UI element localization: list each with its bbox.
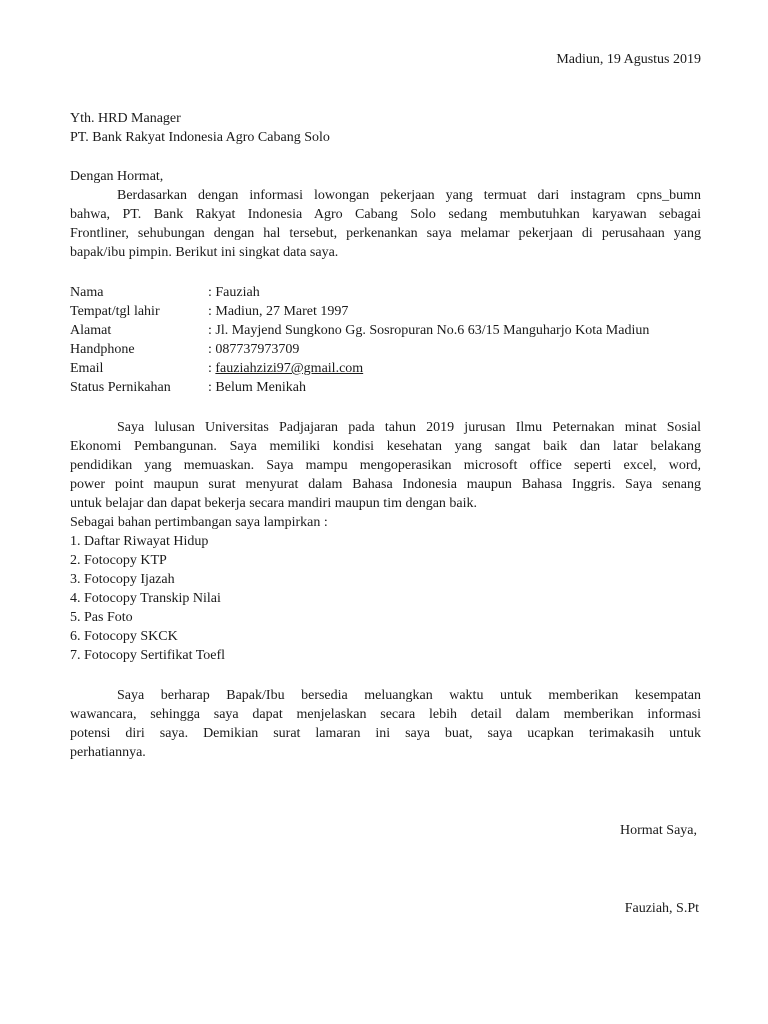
body-line: untuk belajar dan dapat bekerja secara mandiri maupun tim dengan baik. [70,496,478,511]
attachment-item: 1. Daftar Riwayat Hidup [70,534,209,549]
letter-page [70,0,701,1024]
attachment-item: 7. Fotocopy Sertifikat Toefl [70,648,226,663]
signoff: Hormat Saya, [620,823,697,838]
attachment-item: 3. Fotocopy Ijazah [70,572,175,587]
attachment-item: 2. Fotocopy KTP [70,553,167,568]
closing-line: potensi diri saya. Demikian surat lamaran ini saya buat, saya ucapkan terimakasih untuk [70,726,701,741]
salutation: Dengan Hormat, [70,169,164,184]
attachments-intro: Sebagai bahan pertimbangan saya lampirkan : [70,515,328,530]
intro-line: bapak/ibu pimpin. Berikut ini singkat data saya. [70,245,339,260]
signature-name: Fauziah, S.Pt [624,901,699,916]
email-link[interactable]: fauziahzizi97@gmail.com [215,361,364,376]
data-label-alamat: Alamat [70,323,112,338]
data-value-status: : Belum Menikah [208,380,306,395]
letter-date: Madiun, 19 Agustus 2019 [556,52,701,67]
attachment-item: 4. Fotocopy Transkip Nilai [70,591,221,606]
data-value-nama: : Fauziah [208,285,260,300]
body-line: Saya lulusan Universitas Padjajaran pada tahun 2019 jurusan Ilmu Peternakan minat Sosial [117,420,701,435]
data-label-status: Status Pernikahan [70,380,171,395]
data-label-email: Email [70,361,104,376]
body-line: Ekonomi Pembangunan. Saya memiliki kondisi kesehatan yang sangat baik dan latar belakang [70,439,701,454]
data-label-ttl: Tempat/tgl lahir [70,304,160,319]
email-prefix: : [208,361,216,376]
body-line: power point maupun surat menyurat dalam Bahasa Indonesia maupun Bahasa Inggris. Saya senang [70,477,701,492]
closing-line: wawancara, sehingga saya dapat menjelaskan secara lebih detail dalam memberikan informasi [70,707,701,722]
intro-line: Frontliner, sehubungan dengan hal tersebut, perkenankan saya melamar pekerjaan di perusahaan yang [70,226,701,241]
data-value-handphone: : 087737973709 [208,342,300,357]
data-value-alamat: : Jl. Mayjend Sungkono Gg. Sosropuran No.6 63/15 Manguharjo Kota Madiun [208,323,650,338]
closing-line: Saya berharap Bapak/Ibu bersedia meluangkan waktu untuk memberikan kesempatan [117,688,701,703]
body-line: pendidikan yang memuaskan. Saya mampu mengoperasikan microsoft office seperti excel, word, [70,458,701,473]
attachment-item: 6. Fotocopy SKCK [70,629,178,644]
recipient-company: PT. Bank Rakyat Indonesia Agro Cabang Solo [70,130,330,145]
intro-line: bahwa, PT. Bank Rakyat Indonesia Agro Cabang Solo sedang membutuhkan karyawan sebagai [70,207,701,222]
data-label-handphone: Handphone [70,342,135,357]
data-value-email [208,359,363,378]
recipient-title: Yth. HRD Manager [70,111,181,126]
data-label-nama: Nama [70,285,104,300]
intro-line: Berdasarkan dengan informasi lowongan pekerjaan yang termuat dari instagram cpns_bumn [117,188,701,203]
attachment-item: 5. Pas Foto [70,610,133,625]
closing-line: perhatiannya. [70,745,146,760]
data-value-ttl: : Madiun, 27 Maret 1997 [208,304,349,319]
